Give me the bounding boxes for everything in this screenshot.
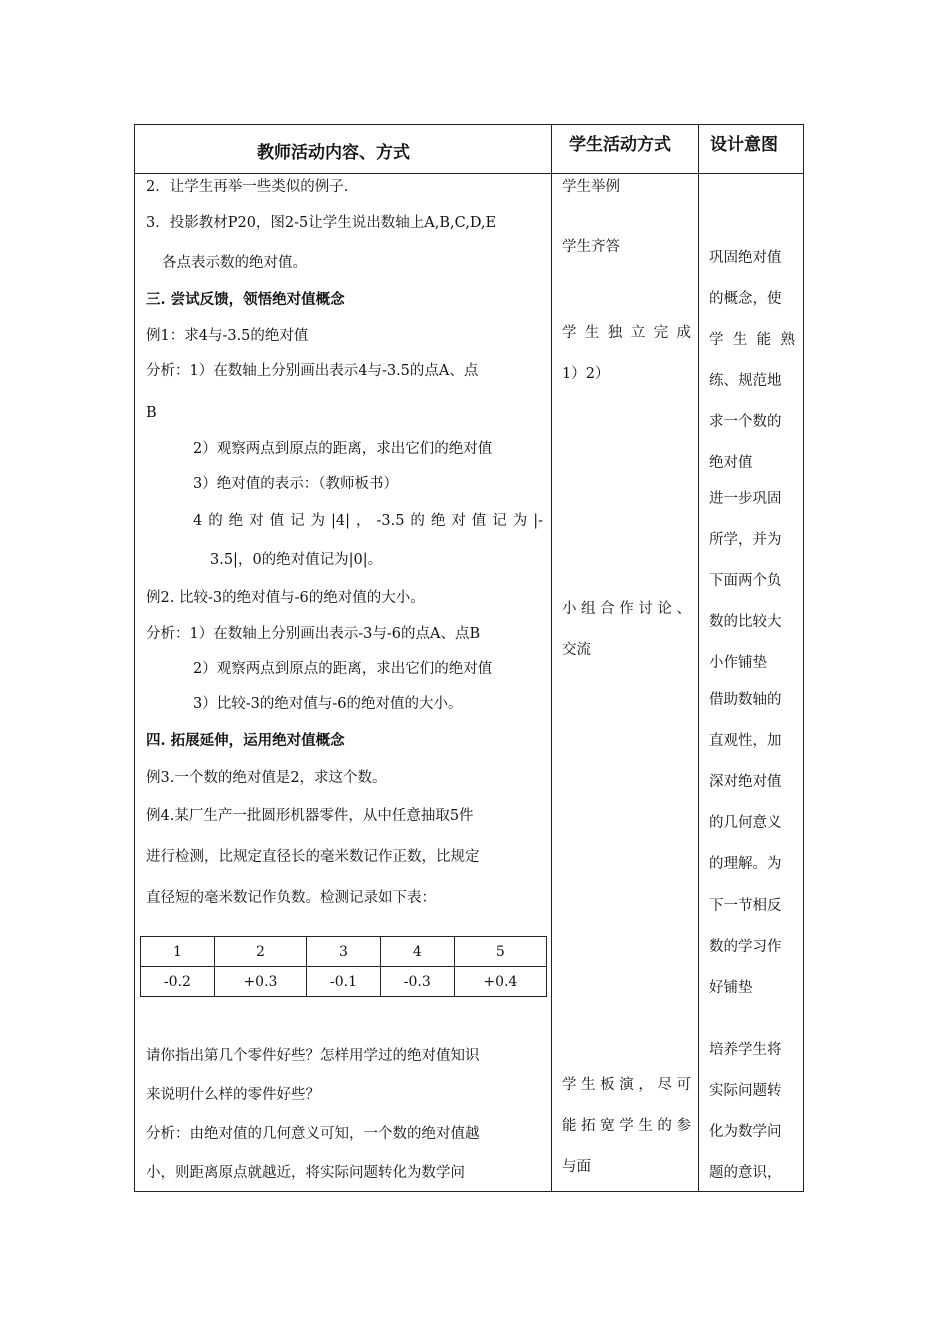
header-student-activity: 学生活动方式 [569, 135, 671, 155]
teacher-line: 例3.一个数的绝对值是2，求这个数。 [146, 770, 387, 786]
teacher-line: 例2. 比较-3的绝对值与-6的绝对值的大小。 [146, 590, 425, 606]
teacher-line: 2．让学生再举一些类似的例子. [146, 179, 349, 195]
design-line: 题的意识， [709, 1165, 782, 1181]
teacher-line: 进行检测，比规定直径长的毫米数记作正数，比规定 [146, 849, 480, 865]
table-row [141, 967, 547, 997]
design-line: 好铺垫 [709, 980, 753, 996]
design-line: 巩固绝对值 [709, 250, 782, 266]
design-line: 实际问题转 [709, 1083, 782, 1099]
teacher-line: 3．投影教材P20，图2-5让学生说出数轴上A,B,C,D,E [146, 215, 497, 231]
student-line: 交流 [562, 642, 591, 658]
design-line: 练、规范地 [709, 373, 782, 389]
student-line: 学生举例 [562, 179, 620, 195]
table-cell: 1 [141, 937, 215, 967]
table-cell: 3 [307, 937, 381, 967]
lesson-table [134, 124, 804, 1192]
design-line: 小作铺垫 [709, 655, 767, 671]
teacher-line: 3）绝对值的表示：（教师板书） [193, 476, 398, 492]
design-line: 直观性，加 [709, 733, 782, 749]
teacher-line: 请你指出第几个零件好些？怎样用学过的绝对值知识 [146, 1048, 480, 1064]
teacher-line: 3）比较-3的绝对值与-6的绝对值的大小。 [193, 696, 463, 712]
column-divider [551, 124, 552, 1192]
section-heading: 三. 尝试反馈，领悟绝对值概念 [146, 291, 345, 308]
header-divider [134, 173, 804, 174]
design-line: 的理解。为 [709, 856, 782, 872]
design-line: 学生能熟 [709, 332, 795, 348]
design-line: 深对绝对值 [709, 774, 782, 790]
table-cell: +0.4 [454, 967, 546, 997]
table-cell: +0.3 [214, 967, 306, 997]
teacher-line: 例4.某厂生产一批圆形机器零件，从中任意抽取5件 [146, 808, 474, 824]
design-line: 下面两个负 [709, 573, 782, 589]
design-line: 数的比较大 [709, 614, 782, 630]
design-line: 的概念，使 [709, 291, 782, 307]
table-cell: 4 [380, 937, 454, 967]
teacher-line: 小，则距离原点就越近，将实际问题转化为数学问 [146, 1165, 465, 1181]
student-line: 学生板演，尽可 [562, 1077, 691, 1093]
teacher-line: 2）观察两点到原点的距离，求出它们的绝对值 [193, 661, 493, 677]
design-line: 所学，并为 [709, 532, 782, 548]
teacher-line: 4的绝对值记为|4|，-3.5的绝对值记为|- [193, 513, 543, 529]
teacher-line: 分析：1）在数轴上分别画出表示4与-3.5的点A、点 [146, 363, 479, 379]
design-line: 数的学习作 [709, 939, 782, 955]
teacher-line: 直径短的毫米数记作负数。检测记录如下表： [146, 890, 436, 906]
student-line: 学生齐答 [562, 239, 620, 255]
table-cell: 5 [454, 937, 546, 967]
section-heading: 四. 拓展延伸，运用绝对值概念 [146, 732, 345, 749]
measurement-table [140, 936, 547, 997]
design-line: 进一步巩固 [709, 491, 782, 507]
column-divider [698, 124, 699, 1192]
student-line: 小组合作讨论、 [562, 601, 691, 617]
teacher-line: 来说明什么样的零件好些？ [146, 1087, 320, 1103]
design-line: 的几何意义 [709, 815, 782, 831]
header-teacher-activity: 教师活动内容、方式 [257, 143, 410, 163]
teacher-line: B [146, 405, 157, 421]
student-line: 能拓宽学生的参 [562, 1118, 691, 1134]
design-line: 下一节相反 [709, 898, 782, 914]
design-line: 借助数轴的 [709, 692, 782, 708]
teacher-line: 分析：1）在数轴上分别画出表示-3与-6的点A、点B [146, 626, 481, 642]
table-cell: -0.1 [307, 967, 381, 997]
header-design-intent: 设计意图 [710, 135, 778, 155]
teacher-line: 2）观察两点到原点的距离，求出它们的绝对值 [193, 441, 493, 457]
design-line: 求一个数的 [709, 414, 782, 430]
student-line: 学生独立完成 [562, 325, 691, 341]
teacher-line: 分析：由绝对值的几何意义可知，一个数的绝对值越 [146, 1126, 480, 1142]
design-line: 绝对值 [709, 455, 753, 471]
table-cell: -0.2 [141, 967, 215, 997]
student-line: 1）2） [562, 366, 610, 382]
design-line: 化为数学问 [709, 1124, 782, 1140]
table-row [141, 937, 547, 967]
teacher-line: 3.5|，0的绝对值记为|0|。 [210, 552, 383, 568]
teacher-line: 各点表示数的绝对值。 [162, 255, 307, 271]
teacher-line: 例1：求4与-3.5的绝对值 [146, 328, 309, 344]
table-cell: 2 [214, 937, 306, 967]
table-cell: -0.3 [380, 967, 454, 997]
design-line: 培养学生将 [709, 1042, 782, 1058]
student-line: 与面 [562, 1159, 591, 1175]
